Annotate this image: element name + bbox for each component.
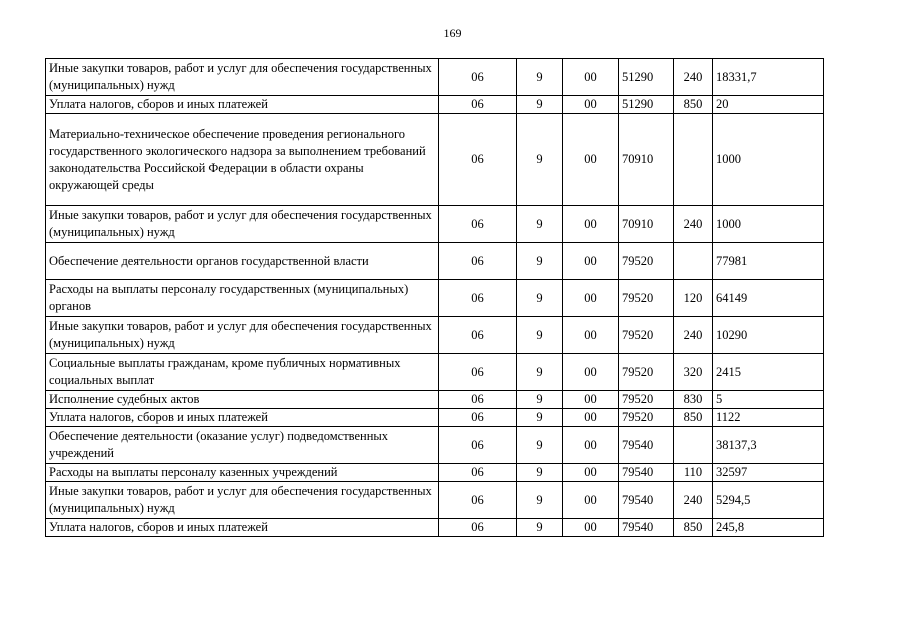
target-article-cell: 51290	[619, 59, 674, 96]
amount-cell: 20	[713, 96, 824, 114]
target-article-cell: 79540	[619, 427, 674, 464]
expense-name-cell: Уплата налогов, сборов и иных платежей	[46, 519, 439, 537]
section-code-cell: 06	[439, 354, 517, 391]
program-code-cell: 9	[517, 114, 563, 206]
section-code-cell: 06	[439, 280, 517, 317]
subprogram-code-cell: 00	[563, 96, 619, 114]
expense-type-cell: 240	[674, 206, 713, 243]
table-row	[46, 59, 824, 96]
program-code-cell: 9	[517, 280, 563, 317]
expense-type-cell: 830	[674, 391, 713, 409]
amount-cell: 1000	[713, 114, 824, 206]
section-code-cell: 06	[439, 409, 517, 427]
subprogram-code-cell: 00	[563, 354, 619, 391]
subprogram-code-cell: 00	[563, 280, 619, 317]
subprogram-code-cell: 00	[563, 317, 619, 354]
table-row	[46, 409, 824, 427]
amount-cell: 18331,7	[713, 59, 824, 96]
amount-cell: 5294,5	[713, 482, 824, 519]
table-row	[46, 519, 824, 537]
section-code-cell: 06	[439, 114, 517, 206]
table-row	[46, 280, 824, 317]
expense-type-cell: 240	[674, 59, 713, 96]
subprogram-code-cell: 00	[563, 59, 619, 96]
target-article-cell: 79520	[619, 354, 674, 391]
target-article-cell: 79520	[619, 243, 674, 280]
expense-type-cell: 850	[674, 96, 713, 114]
expense-type-cell: 240	[674, 482, 713, 519]
section-code-cell: 06	[439, 519, 517, 537]
subprogram-code-cell: 00	[563, 114, 619, 206]
target-article-cell: 79520	[619, 391, 674, 409]
amount-cell: 32597	[713, 464, 824, 482]
program-code-cell: 9	[517, 427, 563, 464]
section-code-cell: 06	[439, 206, 517, 243]
target-article-cell: 70910	[619, 206, 674, 243]
target-article-cell: 79540	[619, 519, 674, 537]
amount-cell: 10290	[713, 317, 824, 354]
expense-name-cell: Иные закупки товаров, работ и услуг для обеспечения государственных (муниципальных) нужд	[46, 482, 439, 519]
target-article-cell: 79540	[619, 464, 674, 482]
table-row	[46, 354, 824, 391]
subprogram-code-cell: 00	[563, 464, 619, 482]
program-code-cell: 9	[517, 59, 563, 96]
section-code-cell: 06	[439, 427, 517, 464]
table-row	[46, 482, 824, 519]
expense-name-cell: Расходы на выплаты персоналу государственных (муниципальных) органов	[46, 280, 439, 317]
target-article-cell: 79520	[619, 280, 674, 317]
amount-cell: 64149	[713, 280, 824, 317]
expense-type-cell	[674, 114, 713, 206]
amount-cell: 245,8	[713, 519, 824, 537]
amount-cell: 1000	[713, 206, 824, 243]
subprogram-code-cell: 00	[563, 482, 619, 519]
target-article-cell: 70910	[619, 114, 674, 206]
section-code-cell: 06	[439, 464, 517, 482]
table-row	[46, 427, 824, 464]
subprogram-code-cell: 00	[563, 206, 619, 243]
table-row	[46, 317, 824, 354]
expense-name-cell: Исполнение судебных актов	[46, 391, 439, 409]
amount-cell: 77981	[713, 243, 824, 280]
table-row	[46, 391, 824, 409]
subprogram-code-cell: 00	[563, 391, 619, 409]
amount-cell: 1122	[713, 409, 824, 427]
target-article-cell: 79520	[619, 409, 674, 427]
expense-name-cell: Иные закупки товаров, работ и услуг для обеспечения государственных (муниципальных) нужд	[46, 206, 439, 243]
budget-table	[45, 58, 824, 537]
target-article-cell: 79540	[619, 482, 674, 519]
expense-name-cell: Иные закупки товаров, работ и услуг для обеспечения государственных (муниципальных) нужд	[46, 317, 439, 354]
expense-name-cell: Уплата налогов, сборов и иных платежей	[46, 96, 439, 114]
expense-name-cell: Социальные выплаты гражданам, кроме публичных нормативных социальных выплат	[46, 354, 439, 391]
expense-name-cell: Обеспечение деятельности органов государственной власти	[46, 243, 439, 280]
expense-name-cell: Обеспечение деятельности (оказание услуг) подведомственных учреждений	[46, 427, 439, 464]
page-number: 169	[443, 26, 462, 40]
expense-type-cell	[674, 243, 713, 280]
program-code-cell: 9	[517, 243, 563, 280]
amount-cell: 2415	[713, 354, 824, 391]
section-code-cell: 06	[439, 59, 517, 96]
section-code-cell: 06	[439, 96, 517, 114]
table-row	[46, 206, 824, 243]
expense-type-cell: 320	[674, 354, 713, 391]
expense-name-cell: Расходы на выплаты персоналу казенных учреждений	[46, 464, 439, 482]
program-code-cell: 9	[517, 482, 563, 519]
amount-cell: 38137,3	[713, 427, 824, 464]
program-code-cell: 9	[517, 317, 563, 354]
section-code-cell: 06	[439, 482, 517, 519]
expense-name-cell: Иные закупки товаров, работ и услуг для обеспечения государственных (муниципальных) нужд	[46, 59, 439, 96]
program-code-cell: 9	[517, 519, 563, 537]
program-code-cell: 9	[517, 206, 563, 243]
table-row	[46, 464, 824, 482]
table-row	[46, 96, 824, 114]
program-code-cell: 9	[517, 96, 563, 114]
expense-name-cell: Материально-техническое обеспечение проведения регионального государственного экологического надзора за выполнением требований законодательства Российской Федерации в области охраны окружающей среды	[46, 114, 439, 206]
section-code-cell: 06	[439, 243, 517, 280]
subprogram-code-cell: 00	[563, 409, 619, 427]
table-row	[46, 243, 824, 280]
program-code-cell: 9	[517, 464, 563, 482]
target-article-cell: 79520	[619, 317, 674, 354]
program-code-cell: 9	[517, 391, 563, 409]
expense-type-cell: 110	[674, 464, 713, 482]
table-row	[46, 114, 824, 206]
subprogram-code-cell: 00	[563, 243, 619, 280]
program-code-cell: 9	[517, 409, 563, 427]
expense-type-cell: 850	[674, 519, 713, 537]
target-article-cell: 51290	[619, 96, 674, 114]
expense-type-cell: 240	[674, 317, 713, 354]
expense-name-cell: Уплата налогов, сборов и иных платежей	[46, 409, 439, 427]
program-code-cell: 9	[517, 354, 563, 391]
expense-type-cell: 120	[674, 280, 713, 317]
expense-type-cell: 850	[674, 409, 713, 427]
subprogram-code-cell: 00	[563, 519, 619, 537]
section-code-cell: 06	[439, 317, 517, 354]
section-code-cell: 06	[439, 391, 517, 409]
subprogram-code-cell: 00	[563, 427, 619, 464]
amount-cell: 5	[713, 391, 824, 409]
expense-type-cell	[674, 427, 713, 464]
